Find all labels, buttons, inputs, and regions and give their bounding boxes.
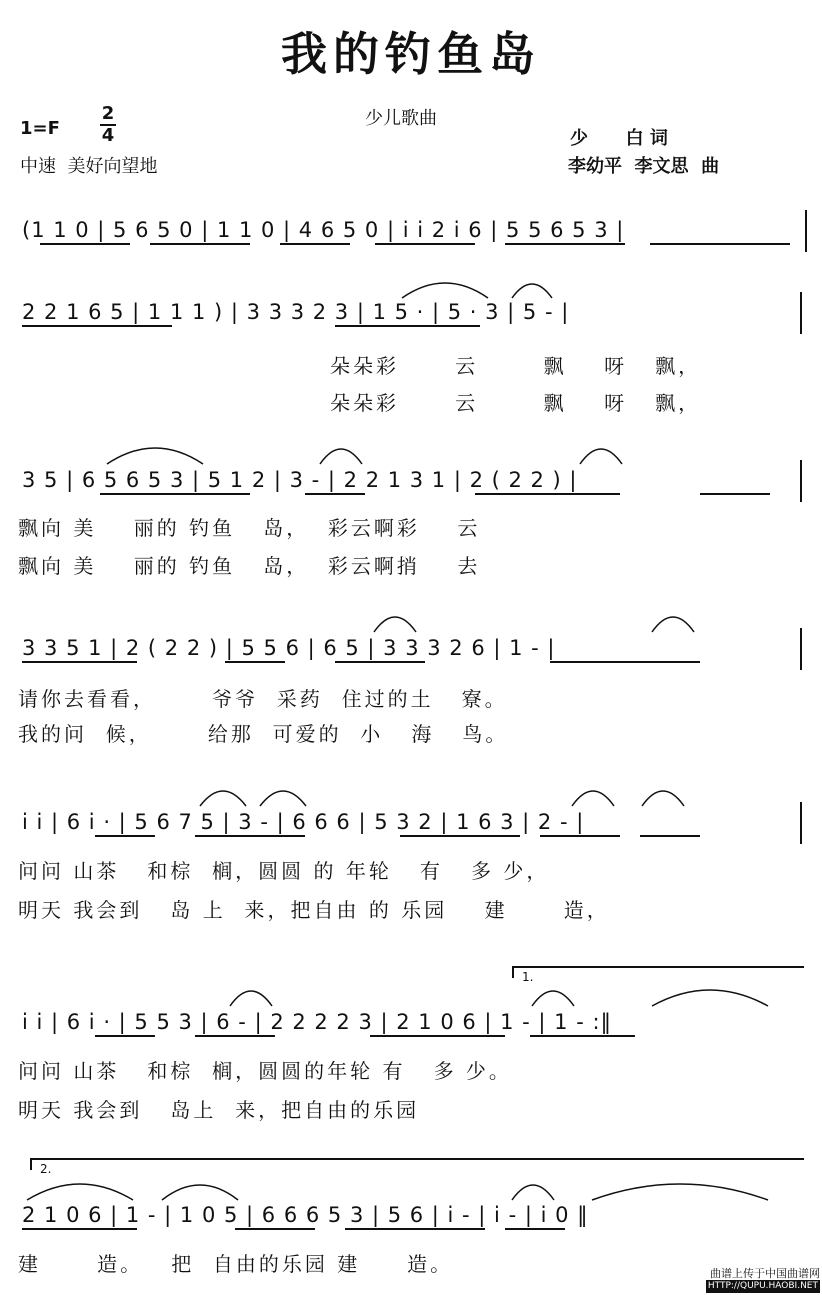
slur-mark — [25, 1176, 135, 1202]
slur-mark — [510, 1176, 556, 1202]
notation-row: (1 1 0 | 5 6 5 0 | 1 1 0 | 4 6 5 0 | i i 2 i 6 | 5 5 6 5 3 | — [22, 218, 625, 242]
time-signature-top: 2 — [101, 103, 115, 124]
time-signature-bottom: 4 — [101, 125, 115, 146]
notation-row: i i | 6 i · | 5 6 7 5 | 3 - | 6 6 6 | 5 3 2 | 1 6 3 | 2 - | — [22, 810, 585, 834]
slur-mark — [258, 782, 308, 808]
volta-bracket-1 — [512, 966, 804, 978]
slur-mark — [105, 440, 205, 466]
lyricist-credit: 少 白 词 — [570, 128, 668, 149]
slur-mark — [578, 440, 624, 466]
lyric-line: 问问 山茶 和棕 榈，圆圆的年轮 有 多 少。 — [18, 1059, 512, 1083]
notation-row: 3 5 | 6 5 6 5 3 | 5 1 2 | 3 - | 2 2 1 3 1 | 2 ( 2 2 ) | — [22, 468, 578, 492]
genre-label: 少儿歌曲 — [365, 108, 437, 129]
key-signature: 1=F — [20, 118, 60, 139]
lyric-line: 飘向 美 丽的 钓鱼 岛， 彩云啊捎 去 — [18, 554, 481, 578]
slur-mark — [228, 982, 274, 1008]
lyric-line: 飘向 美 丽的 钓鱼 岛， 彩云啊彩 云 — [18, 516, 481, 540]
lyric-line: 我的问 候， 给那 可爱的 小 海 鸟。 — [18, 722, 509, 746]
lyric-line: 明天 我会到 岛 上 来，把自由 的 乐园 建 造， — [18, 898, 610, 922]
volta-bracket-2 — [30, 1158, 804, 1170]
volta-number-2: 2. — [40, 1162, 52, 1176]
lyric-line: 明天 我会到 岛上 来，把自由的乐园 — [18, 1098, 420, 1122]
slur-mark — [510, 276, 554, 300]
time-signature — [100, 104, 116, 146]
notation-row: 3 3 5 1 | 2 ( 2 2 ) | 5 5 6 | 6 5 | 3 3 3 2 6 | 1 - | — [22, 636, 556, 660]
song-title: 我的钓鱼岛 — [281, 27, 541, 81]
slur-mark — [198, 782, 248, 808]
slur-mark — [400, 276, 490, 300]
slur-mark — [570, 782, 616, 808]
slur-mark — [590, 1176, 770, 1202]
slur-mark — [372, 608, 418, 634]
footer-site-text: 曲谱上传于中国曲谱网 — [710, 1267, 820, 1280]
slur-mark — [640, 782, 686, 808]
footer-watermark — [706, 1267, 820, 1293]
slur-mark — [530, 982, 576, 1008]
lyric-line: 问问 山茶 和棕 榈，圆圆 的 年轮 有 多 少， — [18, 859, 550, 883]
notation-row: 2 1 0 6 | 1 - | 1 0 5 | 6 6 6 5 3 | 5 6 | i - | i - | i 0 ‖ — [22, 1203, 589, 1227]
lyric-line: 朵朵彩 云 飘 呀 飘， — [330, 354, 702, 378]
lyric-line: 请你去看看， 爷爷 采药 住过的土 寮。 — [18, 687, 508, 711]
volta-number-1: 1. — [522, 970, 534, 984]
notation-row: 2 2 1 6 5 | 1 1 1 ) | 3 3 3 2 3 | 1 5 · | 5 · 3 | 5 - | — [22, 300, 570, 324]
lyric-line: 建 造。 把 自由的乐园 建 造。 — [18, 1252, 454, 1276]
slur-mark — [160, 1176, 240, 1202]
composer-credit: 李幼平 李文思 曲 — [568, 156, 720, 177]
slur-mark — [318, 440, 364, 466]
lyric-line: 朵朵彩 云 飘 呀 飘， — [330, 391, 702, 415]
tempo-marking: 中速 美好向望地 — [20, 156, 158, 177]
slur-mark — [650, 608, 696, 634]
footer-url: HTTP://QUPU.HAOBI.NET — [707, 1281, 818, 1291]
notation-row: i i | 6 i · | 5 5 3 | 6 - | 2 2 2 2 3 | 2 1 0 6 | 1 - | 1 - :‖ — [22, 1010, 613, 1034]
slur-mark — [650, 982, 770, 1008]
